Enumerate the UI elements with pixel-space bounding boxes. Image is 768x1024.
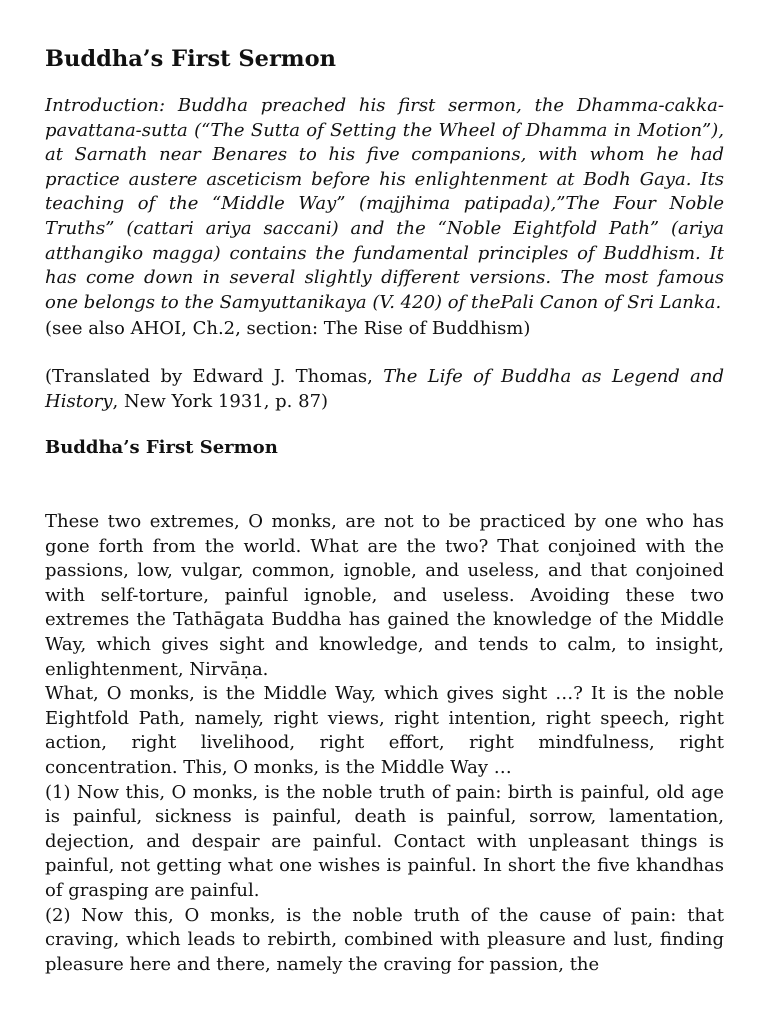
citation-suffix: , New York 1931, p. 87) bbox=[112, 390, 329, 412]
see-also-note: (see also AHOI, Ch.2, section: The Rise of Buddhism) bbox=[45, 318, 531, 339]
citation-prefix: (Translated by Edward J. Thomas, bbox=[45, 366, 384, 387]
sermon-paragraph: (2) Now this, O monks, is the noble truth of the cause of pain: that craving, which leads to rebirth, combined with pleasure and lust, finding pleasure here and there, namely the craving for passion, the bbox=[45, 904, 724, 975]
sermon-text bbox=[45, 510, 724, 977]
introduction-paragraph: Introduction: Buddha preached his first sermon, the Dhamma-cakka-pavattana-sutta (“The Sutta of Setting the Wheel of Dhamma in Motion”), at Sarnath near Benares to his five companions, with whom he had practice austere asceticism before his enlightenment at Bodh Gaya. Its teaching of the “Middle Way” (majjhima patipada),”The Four Noble Truths” (cattari ariya saccani) and the “Noble Eightfold Path” (ariya atthangiko magga) contains the fundamental principles of Buddhism. It has come down in several slightly different versions. The most famous one belongs to the Samyuttanikaya (V. 420) of thePali Canon of Sri Lanka. bbox=[45, 95, 724, 313]
translation-citation bbox=[45, 365, 724, 414]
page-title: Buddha’s First Sermon bbox=[45, 46, 336, 72]
section-heading: Buddha’s First Sermon bbox=[45, 437, 278, 458]
sermon-paragraph: These two extremes, O monks, are not to be practiced by one who has gone forth from the world. What are the two? That conjoined with the passions, low, vulgar, common, ignoble, and useless, and that conjoined with self-torture, painful ignoble, and useless. Avoiding these two extremes the Tathāgata Buddha has gained the knowledge of the Middle Way, which gives sight and knowledge, and tends to calm, to insight, enlightenment, Nirvāṇa. bbox=[45, 511, 724, 680]
sermon-paragraph: (1) Now this, O monks, is the noble truth of pain: birth is painful, old age is painful, sickness is painful, death is painful, sorrow, lamentation, dejection, and despair are painful. Contact with unpleasant things is painful, not getting what one wishes is painful. In short the five khandhas of grasping are painful. bbox=[45, 781, 724, 901]
book-title: The Life of Buddha as Legend and History bbox=[45, 366, 724, 412]
sermon-paragraph: What, O monks, is the Middle Way, which gives sight …? It is the noble Eightfold Path, namely, right views, right intention, right speech, right action, right livelihood, right effort, right mindfulness, right concentration. This, O monks, is the Middle Way … bbox=[45, 683, 724, 778]
